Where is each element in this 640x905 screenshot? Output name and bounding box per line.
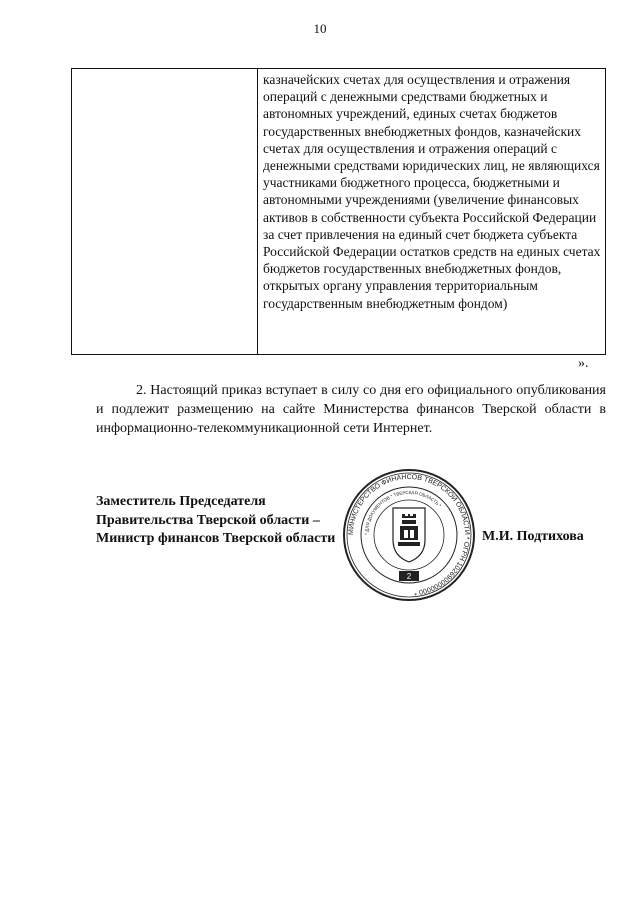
table-right-cell: казначейских счетах для осуществления и отражения операций с денежными средствами бюджетных и автономных учреждений, единых счетах бюджетов государственных внебюджетных фондов, казначейских счетах для осуществления и отражения операций с денежными средствами юридических лиц, не являющихся участниками бюджетного процесса, бюджетными и автономными учреждениями (увеличение финансовых активов в собственности субъекта Российской Федерации за счет привлечения на единый счет бюджета субъекта Российской Федерации остатков средств на единых счетах бюджетов государственных внебюджетных фондов, открытых органу управления территориальным государственным внебюджетным фондом) xyxy=(263,72,601,311)
seal-outer-text: МИНИСТЕРСТВО ФИНАНСОВ ТВЕРСКОЙ ОБЛАСТИ * ОГРН 1026900000000 * xyxy=(347,473,471,596)
coat-of-arms-icon xyxy=(393,508,425,562)
signer-title-line-1: Заместитель Председателя xyxy=(96,494,266,509)
table-left-cell xyxy=(72,69,258,354)
order-paragraph: 2. Настоящий приказ вступает в силу со дня его официального опубликования и подлежит размещению на сайте Министерства финансов Тверской области в информационно-телекоммуникационной сети Интернет. xyxy=(96,383,606,436)
signer-title-line-3: Министр финансов Тверской области xyxy=(96,531,336,546)
official-seal xyxy=(342,468,476,602)
closing-quote: ». xyxy=(578,356,589,371)
signer-title xyxy=(96,493,336,549)
page-number: 10 xyxy=(313,21,327,36)
document-table xyxy=(71,68,606,355)
signer-title-line-2: Правительства Тверской области – xyxy=(96,512,320,528)
signer-name: М.И. Подтихова xyxy=(482,529,584,544)
seal-inner-text: * ДЛЯ ДОКУМЕНТОВ * ТВЕРСКАЯ ОБЛАСТЬ * xyxy=(363,489,443,536)
seal-number: 2 xyxy=(406,572,412,581)
